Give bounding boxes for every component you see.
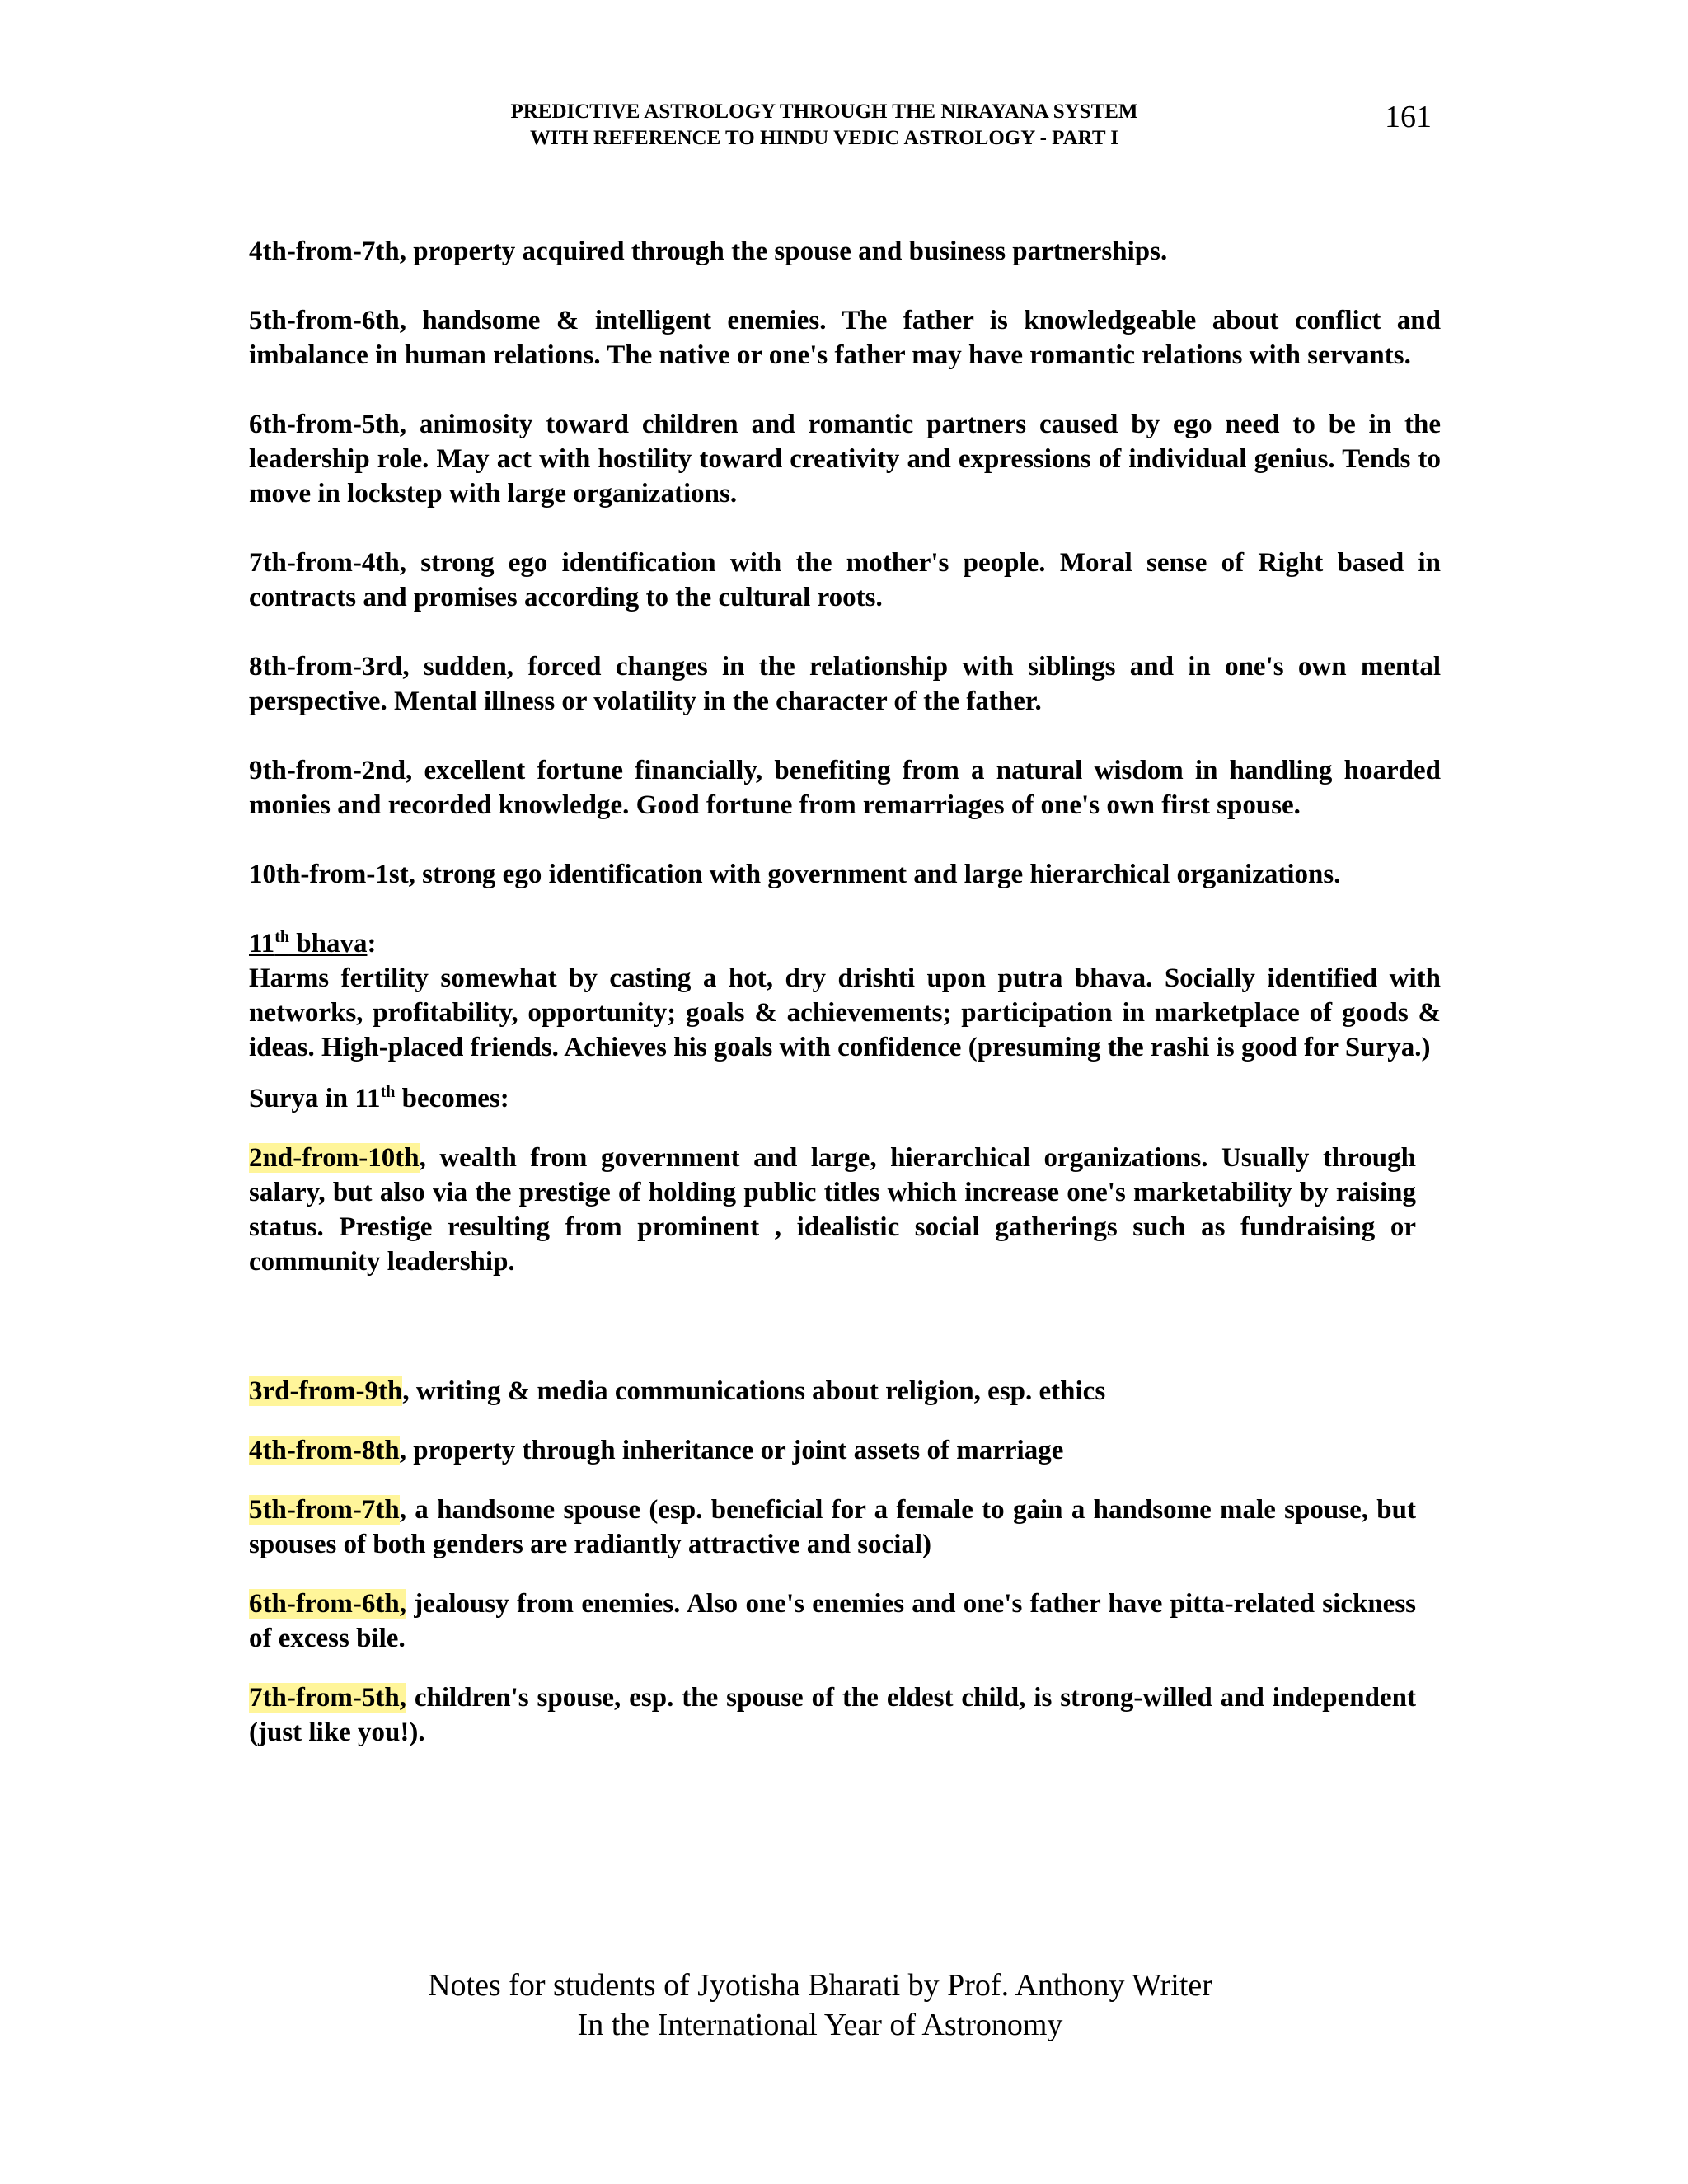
- item-text: , wealth from government and large, hierarchical organizations. Usually through salary, but also via the prestige of holding public titles which increase one's marketability by raising status. Prestige resulting from prominent , idealistic social gatherings such as fundraising or community leadership.: [249, 1143, 1416, 1277]
- footer-line-2: In the International Year of Astronomy: [577, 2008, 1063, 2042]
- item-5th-from-7th: [249, 1493, 1416, 1562]
- paragraph-6th-from-5th: 6th-from-5th, animosity toward children and romantic partners caused by ego need to be in the leadership role. May act with hostility toward creativity and expressions of individual genius. Tends to move in lockstep with large organizations.: [249, 410, 1441, 509]
- item-7th-from-5th: [249, 1680, 1416, 1750]
- paragraph-8th-from-3rd: 8th-from-3rd, sudden, forced changes in the relationship with siblings and in one's own mental perspective. Mental illness or volatility in the character of the father.: [249, 652, 1441, 716]
- spacer: [249, 1279, 1441, 1374]
- item-3rd-from-9th: [249, 1374, 1416, 1408]
- section-heading-word: bhava: [288, 929, 368, 958]
- item-text: , writing & media communications about religion, esp. ethics: [402, 1376, 1106, 1406]
- paragraph-4th-from-7th: 4th-from-7th, property acquired through the spouse and business partnerships.: [249, 237, 1168, 266]
- highlight-key: 5th-from-7th: [249, 1495, 400, 1525]
- page-footer: [0, 1966, 1640, 2045]
- section-heading-colon: :: [367, 929, 377, 958]
- becomes-sup: th: [380, 1083, 396, 1101]
- item-text: children's spouse, esp. the spouse of the eldest child, is strong-willed and independent (just like you!).: [249, 1683, 1416, 1747]
- paragraph-5th-from-6th: 5th-from-6th, handsome & intelligent enemies. The father is knowledgeable about conflict and imbalance in human relations. The native or one's father may have romantic relations with servants.: [249, 306, 1441, 370]
- section-intro: Harms fertility somewhat by casting a hot, dry drishti upon putra bhava. Socially identified with networks, profitability, opportunity; goals & achievements; participation in marketplace of goods & ideas. High-placed friends. Achieves his goals with confidence (presuming the rashi is good for Surya.): [249, 963, 1441, 1062]
- paragraph-9th-from-2nd: 9th-from-2nd, excellent fortune financially, benefiting from a natural wisdom in handling hoarded monies and recorded knowledge. Good fortune from remarriages of one's own first spouse.: [249, 756, 1441, 820]
- becomes-line: [249, 1081, 1441, 1116]
- page-number: 161: [1385, 100, 1432, 134]
- item-6th-from-6th: [249, 1586, 1416, 1656]
- highlight-key: 7th-from-5th,: [249, 1683, 406, 1713]
- item-text: , property through inheritance or joint assets of marriage: [399, 1436, 1064, 1465]
- becomes-suffix: becomes:: [395, 1084, 509, 1113]
- highlight-key: 4th-from-8th: [249, 1436, 400, 1465]
- highlight-key: 6th-from-6th,: [249, 1589, 406, 1619]
- section-heading-sup: th: [274, 928, 289, 946]
- becomes-text: Surya in 11: [249, 1084, 381, 1113]
- highlight-key: 2nd-from-10th: [249, 1143, 420, 1173]
- paragraph-10th-from-1st: 10th-from-1st, strong ego identification with government and large hierarchical organizations.: [249, 860, 1341, 889]
- item-text: , a handsome spouse (esp. beneficial for a female to gain a handsome male spouse, but spouses of both genders are radiantly attractive and social): [249, 1495, 1416, 1559]
- footer-line-1: Notes for students of Jyotisha Bharati by Prof. Anthony Writer: [428, 1968, 1212, 2003]
- running-header: [412, 99, 1236, 152]
- item-2nd-from-10th: [249, 1141, 1416, 1279]
- section-heading: [249, 926, 1441, 961]
- header-line-1: PREDICTIVE ASTROLOGY THROUGH THE NIRAYANA SYSTEM: [510, 101, 1138, 123]
- header-line-2: WITH REFERENCE TO HINDU VEDIC ASTROLOGY - PART I: [529, 127, 1119, 149]
- highlight-key: 3rd-from-9th: [249, 1376, 403, 1406]
- item-4th-from-8th: [249, 1433, 1416, 1468]
- paragraph-7th-from-4th: 7th-from-4th, strong ego identification with the mother's people. Moral sense of Right based in contracts and promises according to the cultural roots.: [249, 548, 1441, 612]
- main-text: [249, 234, 1441, 1750]
- section-heading-number: 11: [249, 929, 275, 958]
- item-text: jealousy from enemies. Also one's enemies and one's father have pitta-related sickness of excess bile.: [249, 1589, 1416, 1653]
